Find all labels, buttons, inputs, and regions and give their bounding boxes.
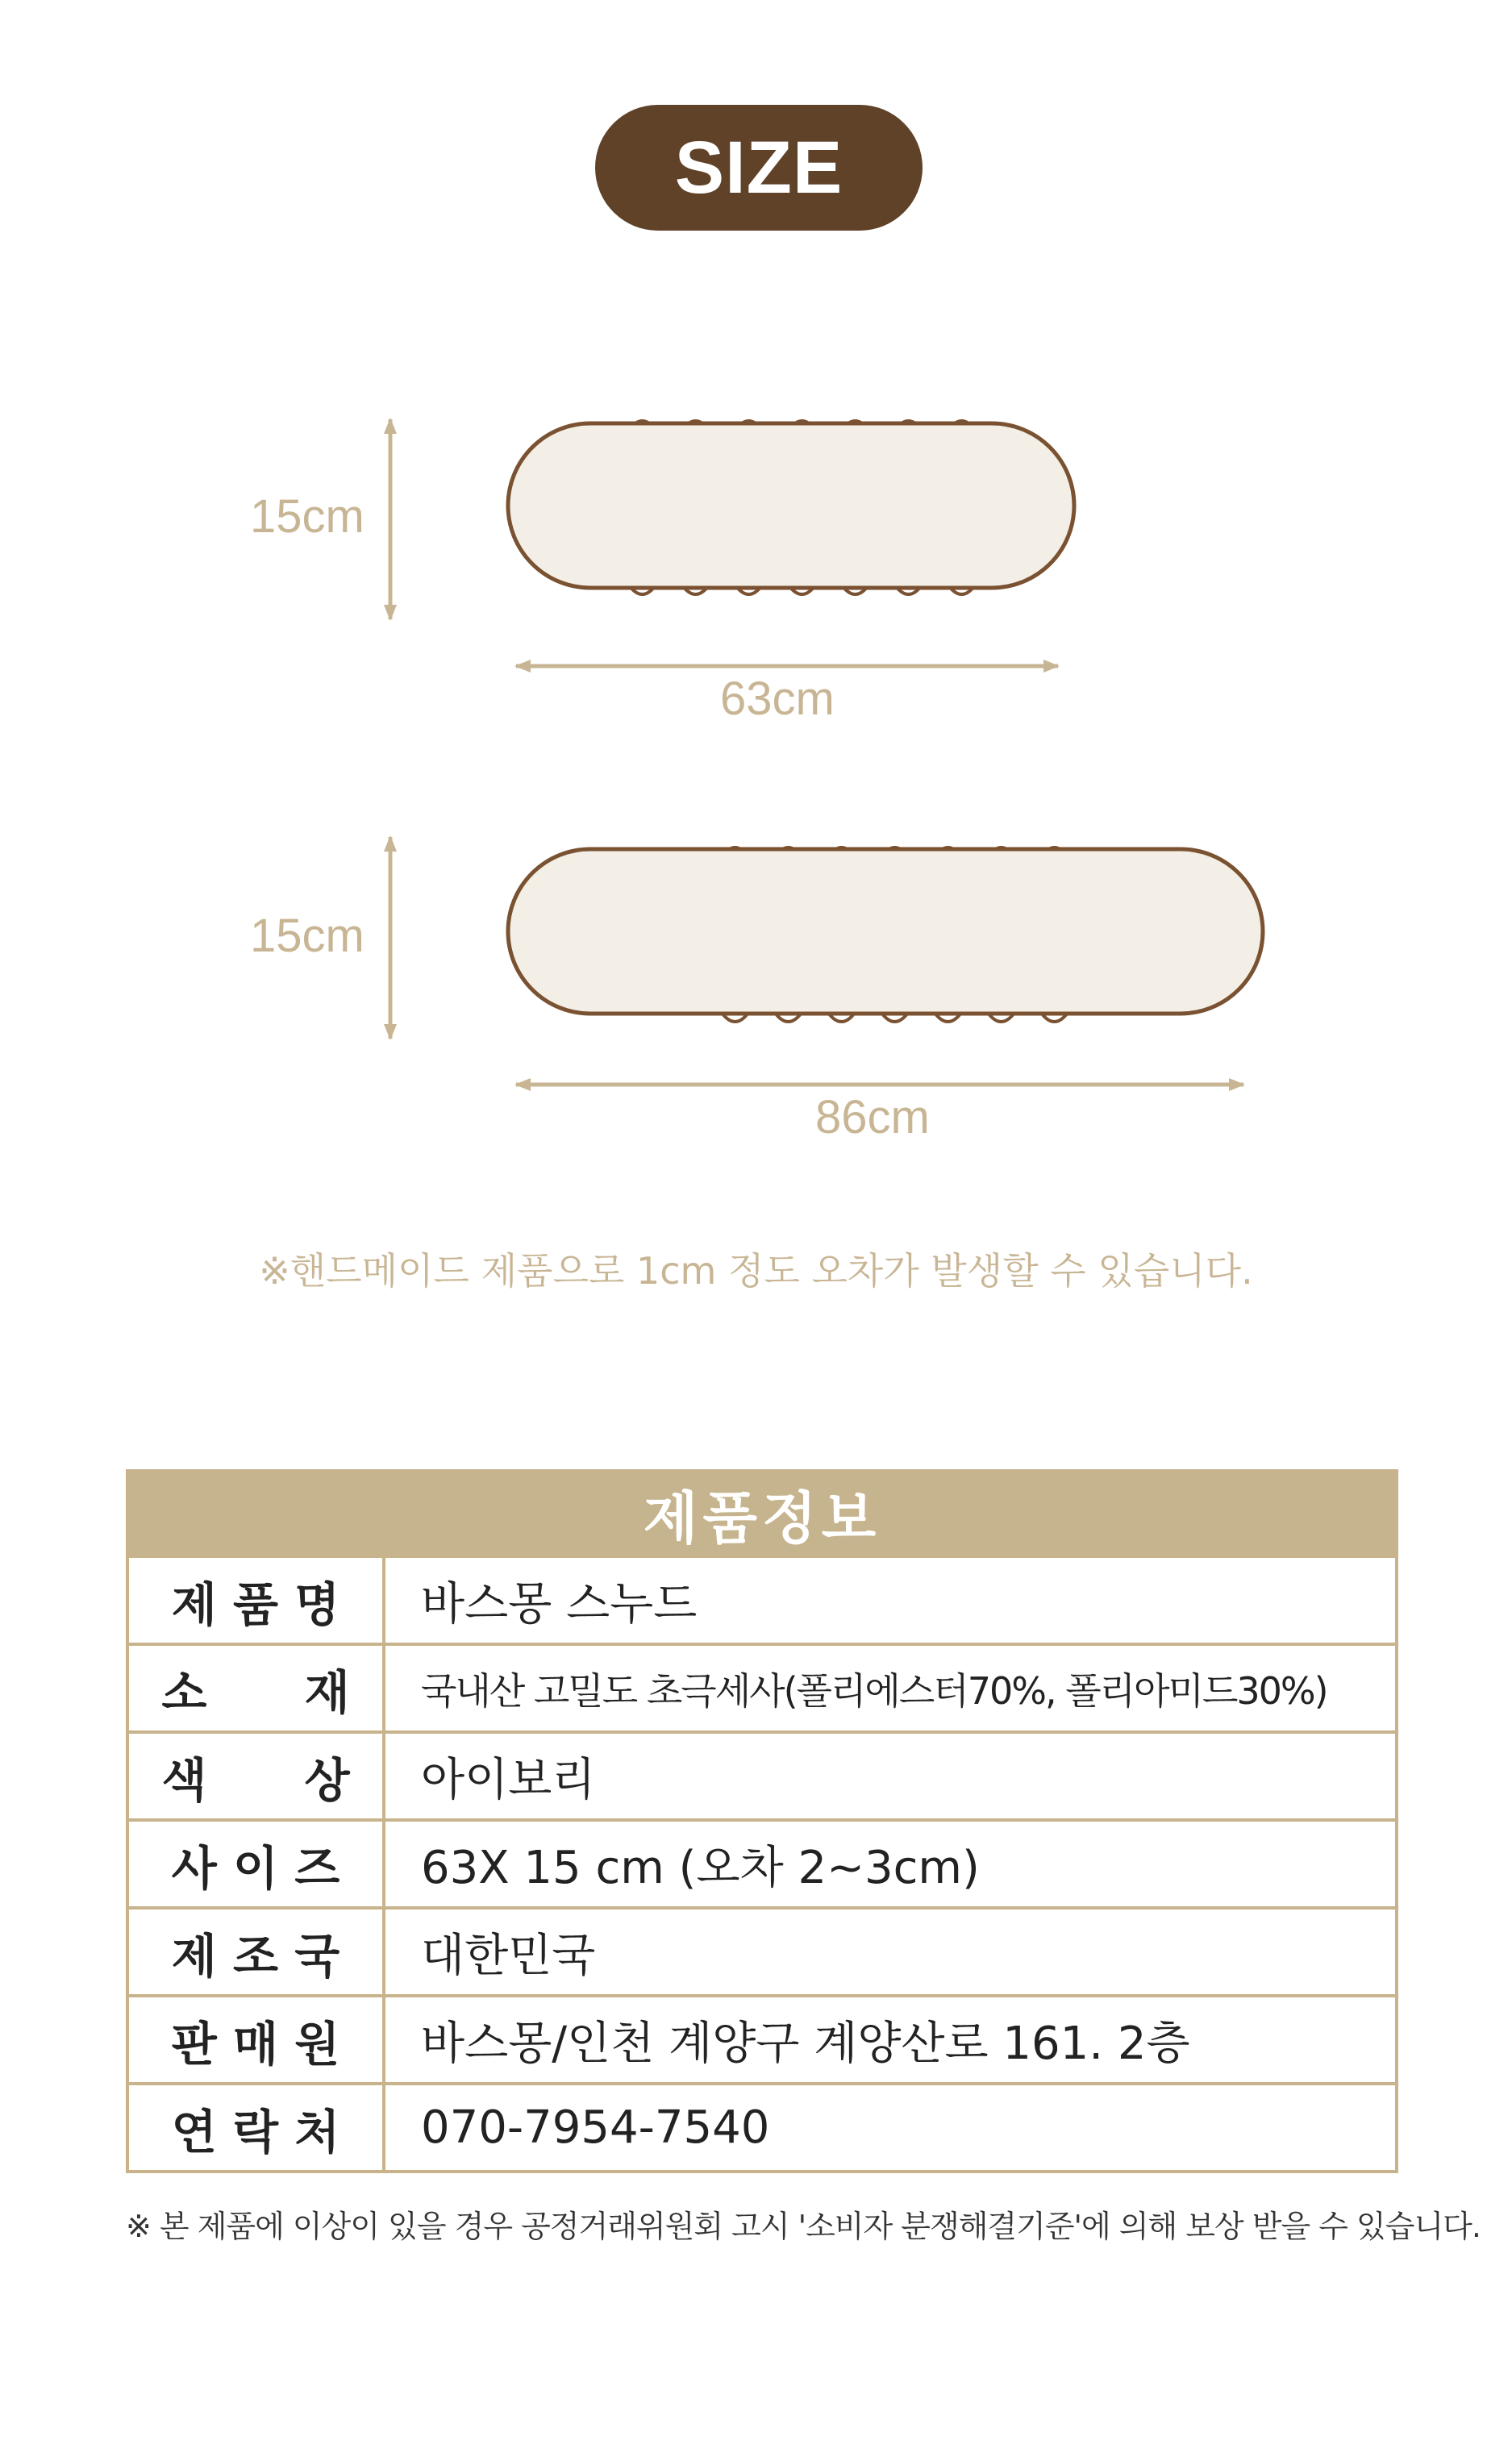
table-row	[129, 1555, 1395, 1643]
width-label-1: 63cm	[720, 673, 835, 725]
size-title-badge: SIZE	[595, 105, 923, 231]
row-value-seller: 바스몽/인천 계양구 계양산로 161. 2층	[421, 2017, 1190, 2070]
consumer-notice: ※ 본 제품에 이상이 있을 경우 공정거래위원회 고시 '소비자 분쟁해결기준'에 의해 보상 받을 수 있습니다.	[126, 2209, 1481, 2244]
height-label-2: 15cm	[250, 910, 364, 962]
row-label-size: 사 이 즈	[129, 1822, 385, 1906]
row-label-color: 색 상	[129, 1734, 385, 1818]
row-label-origin: 제 조 국	[129, 1910, 385, 1994]
row-label-product-name: 제 품 명	[129, 1558, 385, 1643]
table-row	[129, 1818, 1395, 1906]
table-row	[129, 1994, 1395, 2082]
row-label-seller: 판 매 원	[129, 1997, 385, 2082]
row-label-material: 소 재	[129, 1646, 385, 1730]
tolerance-note: ※핸드메이드 제품으로 1cm 정도 오차가 발생할 수 있습니다.	[259, 1249, 1253, 1293]
table-row	[129, 1730, 1395, 1818]
table-row	[129, 2082, 1395, 2170]
height-label-1: 15cm	[250, 490, 364, 543]
pillow-outline-86	[508, 849, 1263, 1014]
row-label-contact: 연 락 처	[129, 2085, 385, 2170]
table-row	[129, 1643, 1395, 1730]
row-value-product-name: 바스몽 스누드	[421, 1577, 698, 1630]
table-row	[129, 1906, 1395, 1994]
row-value-origin: 대한민국	[421, 1929, 596, 1982]
row-value-size: 63X 15 cm (오차 2~3cm)	[421, 1841, 980, 1894]
pillow-outline-63	[508, 423, 1074, 588]
size-diagram	[0, 0, 1512, 1210]
product-info-title: 제품정보	[129, 1472, 1395, 1555]
row-value-color: 아이보리	[421, 1753, 596, 1806]
product-info-table	[126, 1469, 1398, 2173]
width-label-2: 86cm	[815, 1091, 930, 1143]
row-value-contact: 070-7954-7540	[421, 2101, 770, 2154]
row-value-material: 국내산 고밀도 초극세사(폴리에스터70%, 폴리아미드30%)	[421, 1668, 1327, 1713]
